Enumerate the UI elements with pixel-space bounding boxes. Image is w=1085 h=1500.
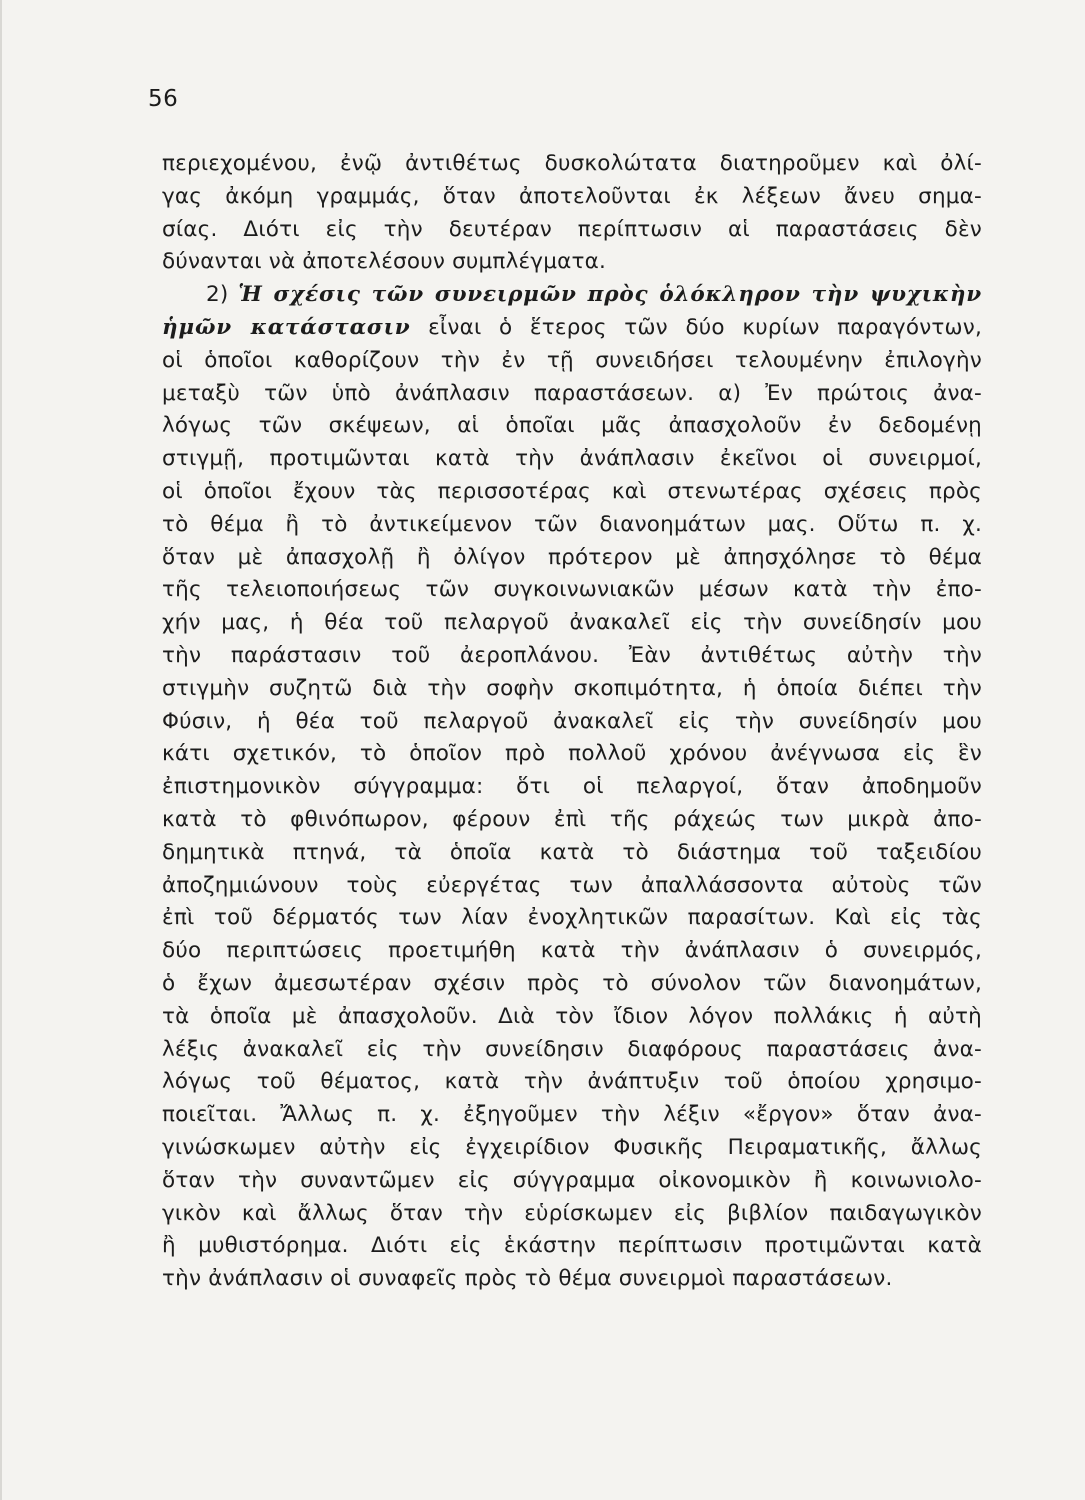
text-line: λέξις ἀνακαλεῖ εἰς τὴν συνείδησιν διαφόρους παραστάσεις ἀνα- (162, 1036, 982, 1062)
section-heading-part1: Ἡ σχέσις τῶν συνειρμῶν πρὸς ὁλόκληρον τὴν ψυχικὴν (238, 282, 982, 308)
text-fragment: εἶναι ὁ ἕτερος τῶν δύο κυρίων παραγόντων, (410, 314, 982, 340)
text-line: στιγμῇ, προτιμῶνται κατὰ τὴν ἀνάπλασιν ἐκεῖνοι οἱ συνειρμοί, (162, 446, 982, 472)
text-line: χήν μας, ἡ θέα τοῦ πελαργοῦ ἀνακαλεῖ εἰς τὴν συνείδησίν μου (162, 610, 982, 636)
text-line: οἱ ὁποῖοι ἔχουν τὰς περισσοτέρας καὶ στενωτέρας σχέσεις πρὸς (162, 478, 982, 504)
text-line: ποιεῖται. Ἄλλως π. χ. ἐξηγοῦμεν τὴν λέξιν «ἔργον» ὅταν ἀνα- (162, 1102, 982, 1128)
text-line: δημητικὰ πτηνά, τὰ ὁποῖα κατὰ τὸ διάστημα τοῦ ταξειδίου (162, 839, 982, 865)
text-line: τῆς τελειοποιήσεως τῶν συγκοινωνιακῶν μέσων κατὰ τὴν ἐπο- (162, 577, 982, 603)
text-line: τὴν παράστασιν τοῦ ἀεροπλάνου. Ἐὰν ἀντιθέτως αὐτὴν τὴν (162, 642, 982, 668)
text-line: γινώσκωμεν αὐτὴν εἰς ἐγχειρίδιον Φυσικῆς Πειραματικῆς, ἄλλως (162, 1134, 982, 1160)
text-line: κάτι σχετικόν, τὸ ὁποῖον πρὸ πολλοῦ χρόνου ἀνέγνωσα εἰς ἓν (162, 741, 982, 767)
text-line: ἐπιστημονικὸν σύγγραμμα: ὅτι οἱ πελαργοί, ὅταν ἀποδημοῦν (162, 774, 982, 800)
text-line: σίας. Διότι εἰς τὴν δευτέραν περίπτωσιν αἱ παραστάσεις δὲν (162, 216, 982, 242)
text-line: δύνανται νὰ ἀποτελέσουν συμπλέγματα. (162, 249, 607, 275)
text-line: τὰ ὁποῖα μὲ ἀπασχολοῦν. Διὰ τὸν ἴδιον λόγον πολλάκις ἡ αὐτὴ (162, 1003, 982, 1029)
paragraph-number: 2) (206, 282, 229, 308)
text-line: ἀποζημιώνουν τοὺς εὐεργέτας των ἀπαλλάσσοντα αὐτοὺς τῶν (162, 872, 982, 898)
text-line: λόγως τοῦ θέματος, κατὰ τὴν ἀνάπτυξιν τοῦ ὁποίου χρησιμο- (162, 1069, 982, 1095)
text-line: λόγως τῶν σκέψεων, αἱ ὁποῖαι μᾶς ἀπασχολοῦν ἐν δεδομένῃ (162, 413, 982, 439)
body-text (162, 148, 982, 1296)
text-line: ὅταν τὴν συναντῶμεν εἰς σύγγραμμα οἰκονομικὸν ἢ κοινωνιολο- (162, 1167, 982, 1193)
section-heading-part2: ἡμῶν κατάστασιν (162, 314, 411, 340)
text-line: Φύσιν, ἡ θέα τοῦ πελαργοῦ ἀνακαλεῖ εἰς τὴν συνείδησίν μου (162, 708, 982, 734)
paragraph-2-heading-line (162, 279, 982, 312)
text-line: μεταξὺ τῶν ὑπὸ ἀνάπλασιν παραστάσεων. α) Ἐν πρώτοις ἀνα- (162, 380, 982, 406)
text-line: οἱ ὁποῖοι καθορίζουν τὴν ἐν τῇ συνειδήσει τελουμένην ἐπιλογὴν (162, 347, 982, 373)
text-line: δύο περιπτώσεις προετιμήθη κατὰ τὴν ἀνάπλασιν ὁ συνειρμός, (162, 938, 982, 964)
text-line: στιγμὴν συζητῶ διὰ τὴν σοφὴν σκοπιμότητα, ἡ ὁποία διέπει τὴν (162, 675, 982, 701)
text-line: τὸ θέμα ἢ τὸ ἀντικείμενον τῶν διανοημάτων μας. Οὕτω π. χ. (162, 511, 982, 537)
text-line: ἢ μυθιστόρημα. Διότι εἰς ἑκάστην περίπτωσιν προτιμῶνται κατὰ (162, 1233, 982, 1259)
text-line: τὴν ἀνάπλασιν οἱ συναφεῖς πρὸς τὸ θέμα συνειρμοὶ παραστάσεων. (162, 1266, 893, 1292)
text-line: περιεχομένου, ἐνῷ ἀντιθέτως δυσκολώτατα διατηροῦμεν καὶ ὀλί- (162, 151, 982, 176)
text-line: κατὰ τὸ φθινόπωρον, φέρουν ἐπὶ τῆς ράχεώς των μικρὰ ἀπο- (162, 806, 982, 832)
text-line: ὅταν μὲ ἀπασχολῇ ἢ ὀλίγον πρότερον μὲ ἀπησχόλησε τὸ θέμα (162, 544, 982, 570)
page-number: 56 (148, 86, 179, 112)
text-line: γικὸν καὶ ἄλλως ὅταν τὴν εὑρίσκωμεν εἰς βιβλίον παιδαγωγικὸν (162, 1200, 982, 1226)
text-line: γας ἀκόμη γραμμάς, ὅταν ἀποτελοῦνται ἐκ λέξεων ἄνευ σημα- (162, 183, 982, 209)
text-line: ἐπὶ τοῦ δέρματός των λίαν ἐνοχλητικῶν παρασίτων. Καὶ εἰς τὰς (162, 905, 982, 931)
text-line: ὁ ἔχων ἀμεσωτέραν σχέσιν πρὸς τὸ σύνολον τῶν διανοημάτων, (162, 970, 982, 996)
paragraph-2-second-line (162, 312, 982, 345)
